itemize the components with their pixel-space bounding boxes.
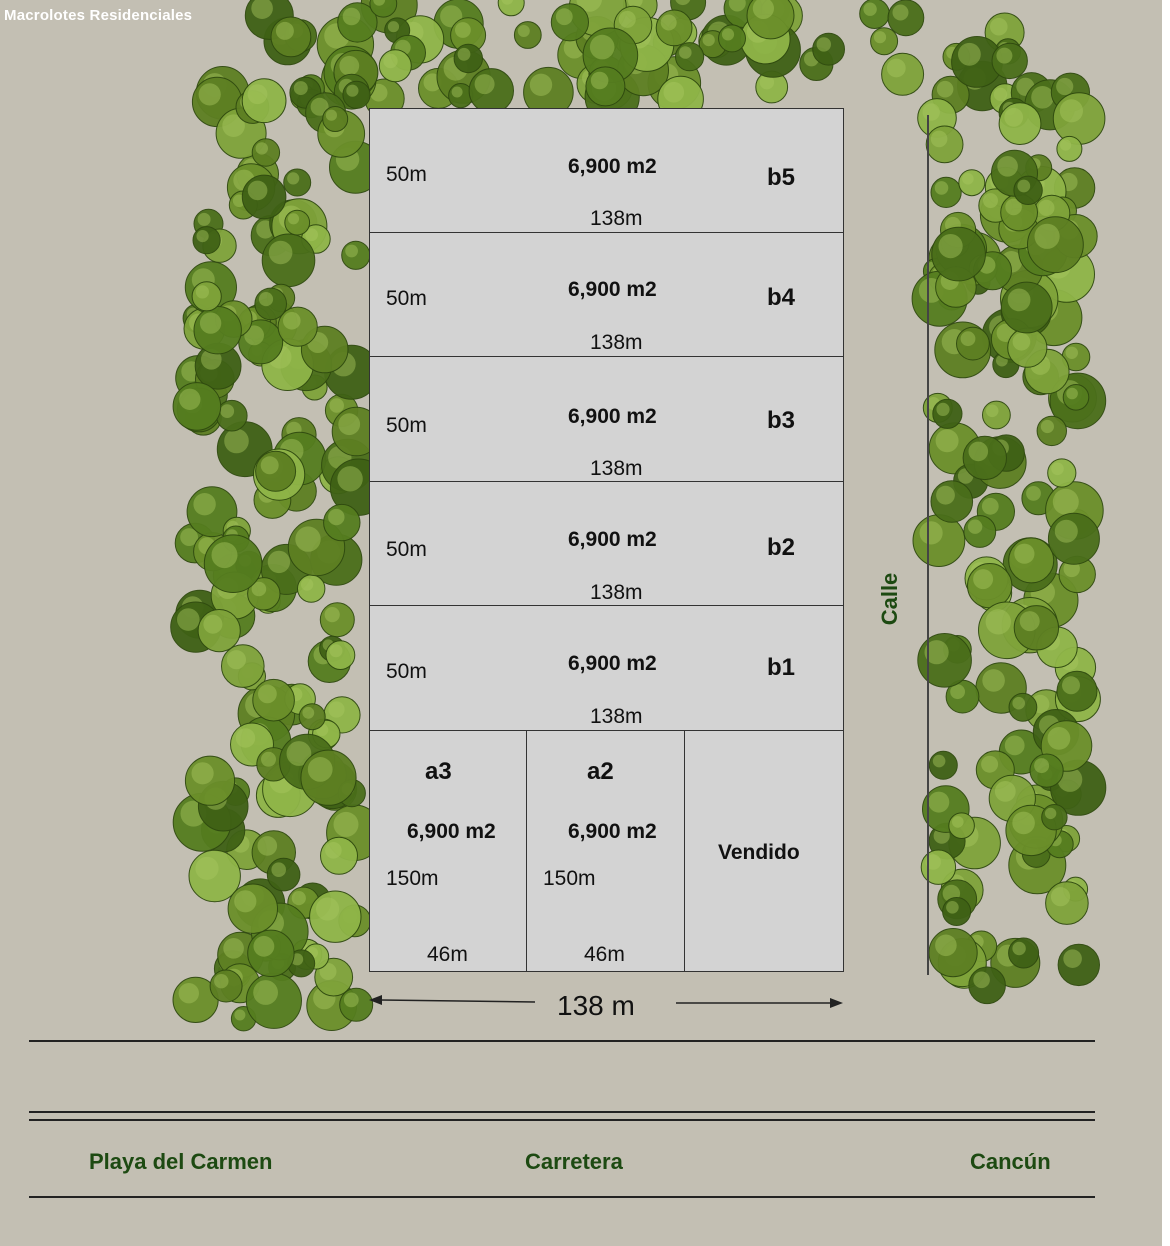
tree-highlight	[591, 72, 609, 90]
tree-highlight	[1008, 289, 1031, 312]
lot-id: b5	[767, 164, 796, 191]
road-label-center: Carretera	[525, 1149, 623, 1174]
tree-highlight	[328, 509, 344, 525]
tree-highlight	[295, 526, 320, 551]
tree-highlight	[345, 245, 358, 258]
tree-highlight	[1056, 78, 1073, 95]
tree-highlight	[1031, 86, 1054, 109]
tree-highlight	[556, 8, 573, 25]
tree-highlight	[1035, 224, 1060, 249]
lot-area: 6,900 m2	[568, 278, 657, 301]
tree-highlight	[388, 21, 399, 32]
tree-highlight	[276, 22, 294, 40]
lot-width: 46m	[584, 943, 625, 966]
tree-highlight	[887, 59, 906, 78]
tree-highlight	[1020, 611, 1040, 631]
tree-highlight	[196, 285, 209, 298]
lot-a2[interactable]	[526, 730, 686, 972]
lot-side-length: 50m	[386, 660, 427, 683]
tree-highlight	[269, 241, 293, 265]
tree-highlight	[946, 901, 959, 914]
tree-highlight	[664, 82, 685, 103]
lot-side-length: 150m	[386, 867, 439, 890]
tree-highlight	[294, 81, 308, 95]
road-line-bottom	[29, 1196, 1095, 1198]
tree-highlight	[530, 74, 552, 96]
lot-area: 6,900 m2	[568, 652, 657, 675]
tree-highlight	[973, 972, 990, 989]
tree-highlight	[590, 35, 615, 60]
tree-highlight	[518, 25, 530, 37]
tree-highlight	[259, 292, 273, 306]
tree-highlight	[923, 103, 940, 120]
tree-highlight	[935, 181, 949, 195]
tree-highlight	[997, 156, 1018, 177]
tree-highlight	[931, 131, 948, 148]
tree-highlight	[937, 81, 954, 98]
tree-highlight	[199, 83, 221, 105]
lot-width: 46m	[427, 943, 468, 966]
tree-highlight	[986, 609, 1011, 634]
tree-highlight	[1012, 697, 1025, 710]
lot-a3[interactable]	[369, 730, 528, 972]
dimension-total-width: 138 m	[557, 990, 635, 1021]
tree-highlight	[920, 521, 943, 544]
tree-highlight	[248, 181, 268, 201]
tree-highlight	[328, 701, 344, 717]
tree-highlight	[619, 11, 636, 28]
lot-length: 138m	[590, 207, 643, 230]
tree-highlight	[935, 935, 957, 957]
tree-highlight	[1005, 736, 1025, 756]
road-label-left: Playa del Carmen	[89, 1149, 273, 1174]
tree-highlight	[195, 857, 218, 880]
tree-highlight	[933, 755, 946, 768]
tree-highlight	[936, 486, 955, 505]
tree-highlight	[212, 542, 238, 568]
lot-b5[interactable]	[369, 108, 844, 234]
tree-highlight	[952, 816, 964, 828]
tree-highlight	[455, 22, 471, 38]
tree-highlight	[936, 403, 949, 416]
lot-area: 6,900 m2	[568, 820, 657, 843]
tree-highlight	[679, 46, 692, 59]
tree-highlight	[1014, 544, 1034, 564]
tree-highlight	[1055, 520, 1078, 543]
tree-highlight	[248, 84, 268, 104]
tree-highlight	[334, 812, 359, 837]
tree-highlight	[1004, 108, 1023, 127]
tree-highlight	[253, 980, 278, 1005]
tree-highlight	[193, 493, 215, 515]
tree-highlight	[258, 836, 278, 856]
lot-length: 138m	[590, 457, 643, 480]
tree-highlight	[475, 74, 495, 94]
tree-highlight	[339, 56, 359, 76]
tree-highlight	[939, 234, 963, 258]
tree-highlight	[863, 3, 876, 16]
tree-highlight	[995, 781, 1016, 802]
tree-highlight	[234, 1010, 245, 1021]
tree-highlight	[292, 891, 306, 905]
tree-highlight	[1026, 486, 1041, 501]
tree-highlight	[197, 230, 209, 242]
right-edge-bar	[1162, 0, 1170, 1246]
tree-highlight	[1012, 812, 1035, 835]
tree-highlight	[330, 644, 343, 657]
tree-highlight	[982, 669, 1005, 692]
tree-highlight	[261, 752, 276, 767]
lot-area: 6,900 m2	[568, 405, 657, 428]
lot-side-length: 50m	[386, 538, 427, 561]
lot-length: 138m	[590, 581, 643, 604]
tree-highlight	[1038, 200, 1054, 216]
tree-highlight	[283, 312, 301, 330]
tree-highlight	[343, 8, 361, 26]
lot-id: b3	[767, 407, 796, 434]
tree-highlight	[722, 28, 734, 40]
lot-area: 6,900 m2	[568, 528, 657, 551]
lot-side-length: 150m	[543, 867, 596, 890]
tree-highlight	[1063, 949, 1082, 968]
lot-area: 6,900 m2	[568, 155, 657, 178]
tree-highlight	[254, 936, 275, 957]
tree-highlight	[1060, 99, 1083, 122]
tree-highlight	[325, 842, 342, 859]
tree-highlight	[936, 429, 959, 452]
lot-b1[interactable]	[369, 605, 844, 732]
tree-highlight	[329, 398, 344, 413]
tree-highlight	[287, 172, 299, 184]
tree-highlight	[973, 569, 993, 589]
tree-highlight	[288, 213, 299, 224]
tree-highlight	[198, 213, 211, 226]
tree-highlight	[1045, 808, 1056, 819]
tree-highlight	[337, 466, 362, 491]
tree-highlight	[192, 762, 214, 784]
lot-id: b4	[767, 284, 796, 311]
tree-highlight	[1034, 758, 1049, 773]
tree-highlight	[234, 890, 256, 912]
lot-id: b1	[767, 654, 796, 681]
tree-highlight	[1062, 676, 1080, 694]
lot-id: a2	[587, 758, 614, 785]
tree-highlight	[1051, 463, 1064, 476]
tree-highlight	[1017, 180, 1030, 193]
tree-highlight	[227, 650, 246, 669]
lot-side-length: 50m	[386, 414, 427, 437]
tree-highlight	[256, 142, 268, 154]
tree-highlight	[703, 34, 715, 46]
lot-sold[interactable]	[684, 730, 844, 972]
tree-highlight	[203, 615, 222, 634]
tree-highlight	[1066, 388, 1078, 400]
street-label: Calle	[877, 572, 902, 626]
tree-highlight	[346, 85, 358, 97]
tree-highlight	[271, 862, 286, 877]
tree-highlight	[1041, 420, 1054, 433]
page-title: Macrolotes Residenciales	[4, 7, 193, 24]
tree-highlight	[962, 173, 974, 185]
tree-highlight	[458, 48, 471, 61]
lot-side-length: 50m	[386, 287, 427, 310]
tree-highlight	[214, 974, 228, 988]
tree-highlight	[661, 15, 677, 31]
tree-highlight	[968, 520, 982, 534]
tree-highlight	[1060, 140, 1071, 151]
lot-id: b2	[767, 534, 796, 561]
tree-highlight	[452, 87, 463, 98]
tree-highlight	[301, 578, 313, 590]
tree-highlight	[220, 404, 234, 418]
lot-length: 138m	[590, 705, 643, 728]
tree-highlight	[928, 792, 949, 813]
tree-highlight	[983, 193, 998, 208]
tree-highlight	[325, 607, 340, 622]
lot-b2[interactable]	[369, 481, 844, 607]
tree-highlight	[258, 685, 277, 704]
tree-highlight	[986, 405, 999, 418]
tree-highlight	[817, 37, 831, 51]
tree-highlight	[1048, 727, 1071, 750]
tree-highlight	[990, 18, 1008, 36]
tree-highlight	[969, 442, 989, 462]
tree-highlight	[177, 608, 200, 631]
tree-highlight	[996, 48, 1012, 64]
tree-highlight	[1051, 887, 1070, 906]
tree-highlight	[982, 498, 999, 515]
tree-highlight	[338, 413, 360, 435]
tree-highlight	[874, 31, 886, 43]
road-line-top	[29, 1040, 1095, 1042]
road-label-right: Cancún	[970, 1149, 1051, 1174]
tree-highlight	[179, 389, 200, 410]
tree-highlight	[1053, 489, 1079, 515]
road-line-mid-1	[29, 1111, 1095, 1113]
tree-highlight	[958, 43, 981, 66]
tree-highlight	[261, 456, 279, 474]
lot-id: a3	[425, 758, 452, 785]
tree-highlight	[893, 5, 909, 21]
tree-highlight	[302, 707, 314, 719]
tree-highlight	[383, 54, 397, 68]
tree-highlight	[200, 312, 221, 333]
lot-b4[interactable]	[369, 232, 844, 358]
tree-highlight	[224, 429, 249, 454]
sold-label: Vendido	[718, 841, 800, 864]
lot-b3[interactable]	[369, 356, 844, 482]
tree-highlight	[268, 551, 290, 573]
tree-highlight	[316, 897, 339, 920]
tree-highlight	[950, 684, 965, 699]
tree-highlight	[236, 728, 255, 747]
tree-highlight	[1012, 942, 1025, 955]
tree-highlight	[981, 756, 998, 773]
tree-highlight	[344, 993, 359, 1008]
tree-highlight	[994, 88, 1007, 101]
tree-highlight	[1013, 333, 1031, 351]
tree-highlight	[223, 938, 244, 959]
lot-area: 6,900 m2	[407, 820, 496, 843]
lot-side-length: 50m	[386, 163, 427, 186]
tree-highlight	[179, 983, 199, 1003]
tree-highlight	[308, 757, 333, 782]
road-line-mid-2	[29, 1119, 1095, 1121]
street-line	[927, 115, 929, 975]
tree-highlight	[326, 110, 337, 121]
tree-highlight	[1066, 347, 1078, 359]
tree-highlight	[961, 331, 976, 346]
lot-length: 138m	[590, 331, 643, 354]
